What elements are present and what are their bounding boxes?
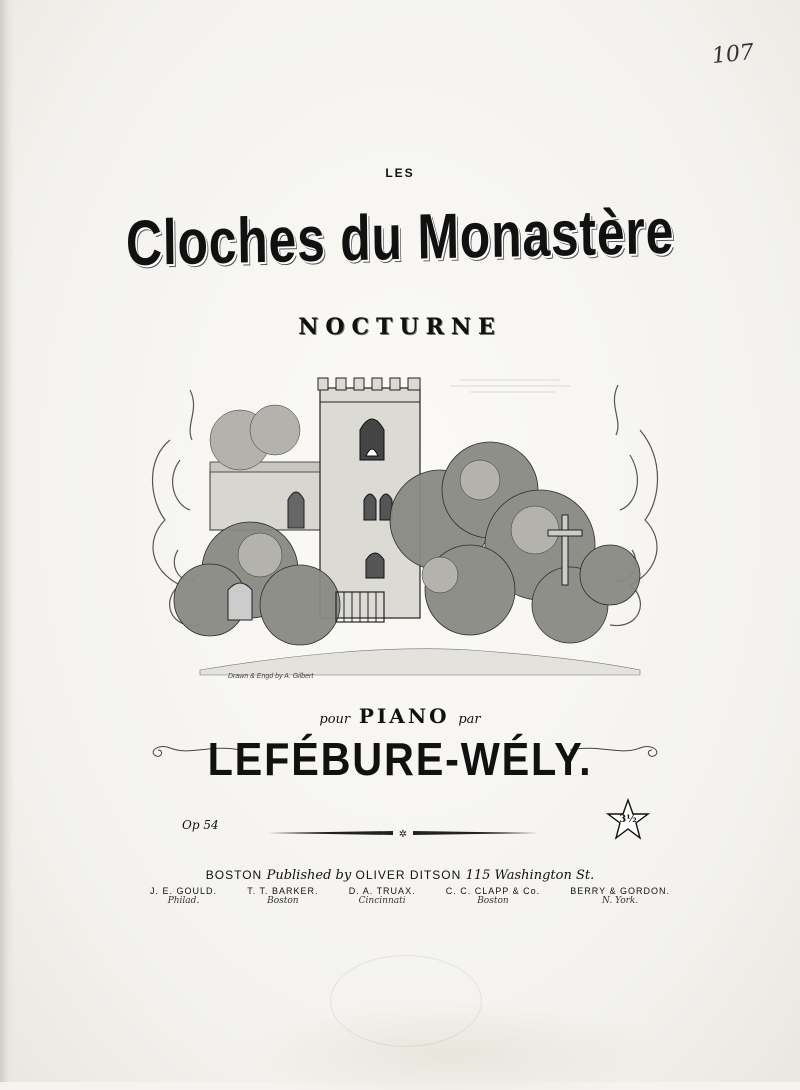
published-by-label: Published by <box>266 868 352 883</box>
monastery-tower-icon <box>140 370 670 690</box>
page-title: Cloches du Monastère <box>125 194 675 280</box>
instrument-line <box>0 704 800 728</box>
publisher-line <box>0 868 800 883</box>
svg-text:✲: ✲ <box>398 829 408 840</box>
agent-city: Boston <box>477 896 509 906</box>
agent-city: N. York. <box>602 896 639 906</box>
agent-name: BERRY & GORDON. <box>570 886 670 896</box>
agent-item <box>150 886 217 906</box>
agent-city: Philad. <box>167 896 200 906</box>
instrument-label: PIANO <box>358 704 450 728</box>
agent-name: J. E. GOULD. <box>150 886 218 896</box>
pour-label: pour <box>319 712 351 727</box>
engraver-credit: Drawn & Engd by A. Gilbert <box>228 673 314 680</box>
agent-item <box>247 886 318 906</box>
page-subtitle: NOCTURNE <box>298 314 502 340</box>
agent-name: C. C. CLAPP & Co. <box>445 886 541 896</box>
par-label: par <box>458 712 481 727</box>
publisher-city: BOSTON <box>205 868 263 882</box>
agent-item <box>570 886 670 906</box>
price-star-badge <box>606 798 650 842</box>
publisher-name: OLIVER DITSON <box>355 868 462 882</box>
opus-number: Op 54 <box>182 818 219 832</box>
agent-list <box>150 886 670 906</box>
publisher-address: 115 Washington St. <box>465 868 595 883</box>
embossed-stamp <box>330 955 482 1047</box>
price-value: 3½ <box>619 814 637 825</box>
divider-rule <box>268 826 538 840</box>
agent-city: Boston <box>267 896 299 906</box>
handwritten-page-number: 107 <box>710 39 756 70</box>
paper-binding-edge <box>0 0 14 1082</box>
agent-item <box>349 886 416 906</box>
agent-item <box>446 886 540 906</box>
title-article: LES <box>385 166 415 180</box>
agent-city: Cincinnati <box>358 896 406 906</box>
composer-name: LEFÉBURE-WÉLY. <box>207 733 593 785</box>
agent-name: T. T. BARKER. <box>247 886 319 896</box>
agent-name: D. A. TRUAX. <box>348 886 416 896</box>
